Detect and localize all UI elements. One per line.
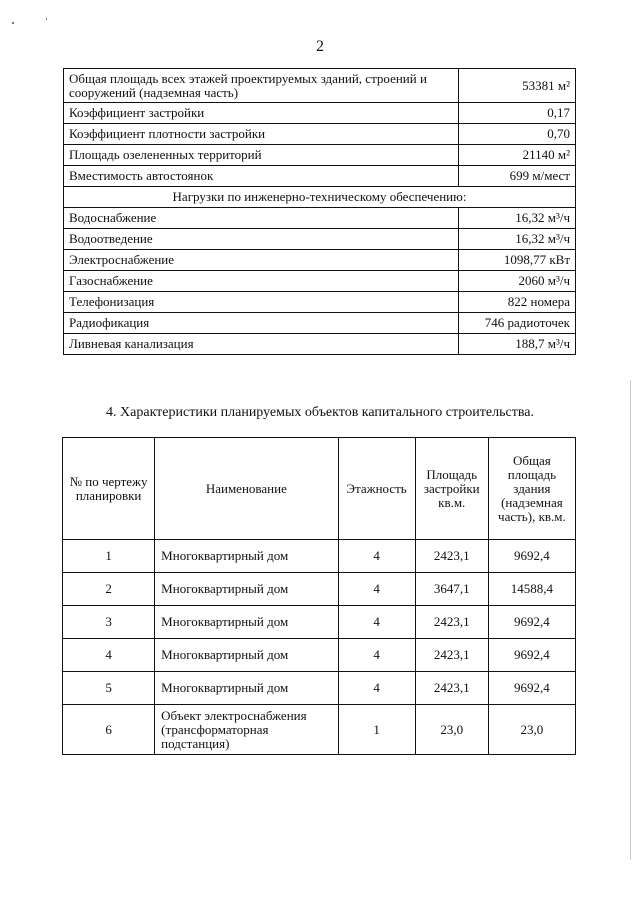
param-label: Вместимость автостоянок — [64, 166, 459, 187]
load-label: Электроснабжение — [64, 250, 459, 271]
column-header: Этажность — [338, 438, 415, 540]
object-name: Многоквартирный дом — [155, 573, 338, 606]
object-total-area: 9692,4 — [488, 540, 575, 573]
param-value: 53381 м² — [459, 69, 576, 103]
table-row — [64, 292, 576, 313]
object-total-area: 9692,4 — [488, 606, 575, 639]
table-row — [63, 540, 576, 573]
param-value: 699 м/мест — [459, 166, 576, 187]
param-value: 0,17 — [459, 103, 576, 124]
param-label: Коэффициент застройки — [64, 103, 459, 124]
object-footprint: 23,0 — [415, 705, 488, 755]
table-row — [64, 166, 576, 187]
section-title: 4. Характеристики планируемых объектов капитального строительства. — [106, 405, 534, 420]
table-row — [64, 69, 576, 103]
table-row — [63, 705, 576, 755]
object-footprint: 2423,1 — [415, 672, 488, 705]
param-value: 0,70 — [459, 124, 576, 145]
object-footprint: 2423,1 — [415, 540, 488, 573]
object-name: Многоквартирный дом — [155, 639, 338, 672]
column-header: Площадь застройки кв.м. — [415, 438, 488, 540]
table-row — [64, 187, 576, 208]
object-number: 4 — [63, 639, 155, 672]
param-label: Коэффициент плотности застройки — [64, 124, 459, 145]
object-total-area: 23,0 — [488, 705, 575, 755]
object-footprint: 2423,1 — [415, 639, 488, 672]
object-number: 6 — [63, 705, 155, 755]
object-total-area: 9692,4 — [488, 672, 575, 705]
scan-edge-line — [630, 380, 631, 860]
object-footprint: 3647,1 — [415, 573, 488, 606]
load-label: Радиофикация — [64, 313, 459, 334]
table-row — [64, 250, 576, 271]
object-total-area: 9692,4 — [488, 639, 575, 672]
column-header: № по чертежу планировки — [63, 438, 155, 540]
param-value: 21140 м² — [459, 145, 576, 166]
load-value: 746 радиоточек — [459, 313, 576, 334]
column-header: Общая площадь здания (надземная часть), кв.м. — [488, 438, 575, 540]
scan-speck — [12, 22, 14, 24]
table-row — [63, 672, 576, 705]
param-label: Общая площадь всех этажей проектируемых зданий, строений и сооружений (надземная часть) — [64, 69, 459, 103]
load-value: 1098,77 кВт — [459, 250, 576, 271]
object-floors: 1 — [338, 705, 415, 755]
load-value: 822 номера — [459, 292, 576, 313]
page-number: 2 — [316, 38, 324, 55]
table-row — [63, 606, 576, 639]
object-floors: 4 — [338, 606, 415, 639]
object-footprint: 2423,1 — [415, 606, 488, 639]
table-row — [64, 271, 576, 292]
object-name: Объект электроснабжения (трансформаторная подстанция) — [155, 705, 338, 755]
table-row — [64, 145, 576, 166]
table-row — [63, 639, 576, 672]
object-number: 2 — [63, 573, 155, 606]
object-name: Многоквартирный дом — [155, 672, 338, 705]
scan-speck — [46, 18, 47, 20]
load-label: Водоотведение — [64, 229, 459, 250]
load-value: 2060 м³/ч — [459, 271, 576, 292]
objects-table — [62, 437, 576, 755]
param-label: Площадь озелененных территорий — [64, 145, 459, 166]
table-header-row — [63, 438, 576, 540]
table-row — [64, 208, 576, 229]
object-name: Многоквартирный дом — [155, 606, 338, 639]
column-header: Наименование — [155, 438, 338, 540]
parameters-table — [63, 68, 576, 355]
object-number: 3 — [63, 606, 155, 639]
object-total-area: 14588,4 — [488, 573, 575, 606]
object-number: 1 — [63, 540, 155, 573]
object-floors: 4 — [338, 639, 415, 672]
object-number: 5 — [63, 672, 155, 705]
loads-header: Нагрузки по инженерно-техническому обеспечению: — [64, 187, 576, 208]
object-name: Многоквартирный дом — [155, 540, 338, 573]
table-row — [64, 124, 576, 145]
table-row — [64, 103, 576, 124]
load-label: Газоснабжение — [64, 271, 459, 292]
load-label: Водоснабжение — [64, 208, 459, 229]
load-value: 188,7 м³/ч — [459, 334, 576, 355]
load-label: Телефонизация — [64, 292, 459, 313]
object-floors: 4 — [338, 672, 415, 705]
load-value: 16,32 м³/ч — [459, 208, 576, 229]
object-floors: 4 — [338, 540, 415, 573]
table-row — [64, 229, 576, 250]
table-row — [64, 334, 576, 355]
object-floors: 4 — [338, 573, 415, 606]
table-row — [64, 313, 576, 334]
load-label: Ливневая канализация — [64, 334, 459, 355]
table-row — [63, 573, 576, 606]
load-value: 16,32 м³/ч — [459, 229, 576, 250]
